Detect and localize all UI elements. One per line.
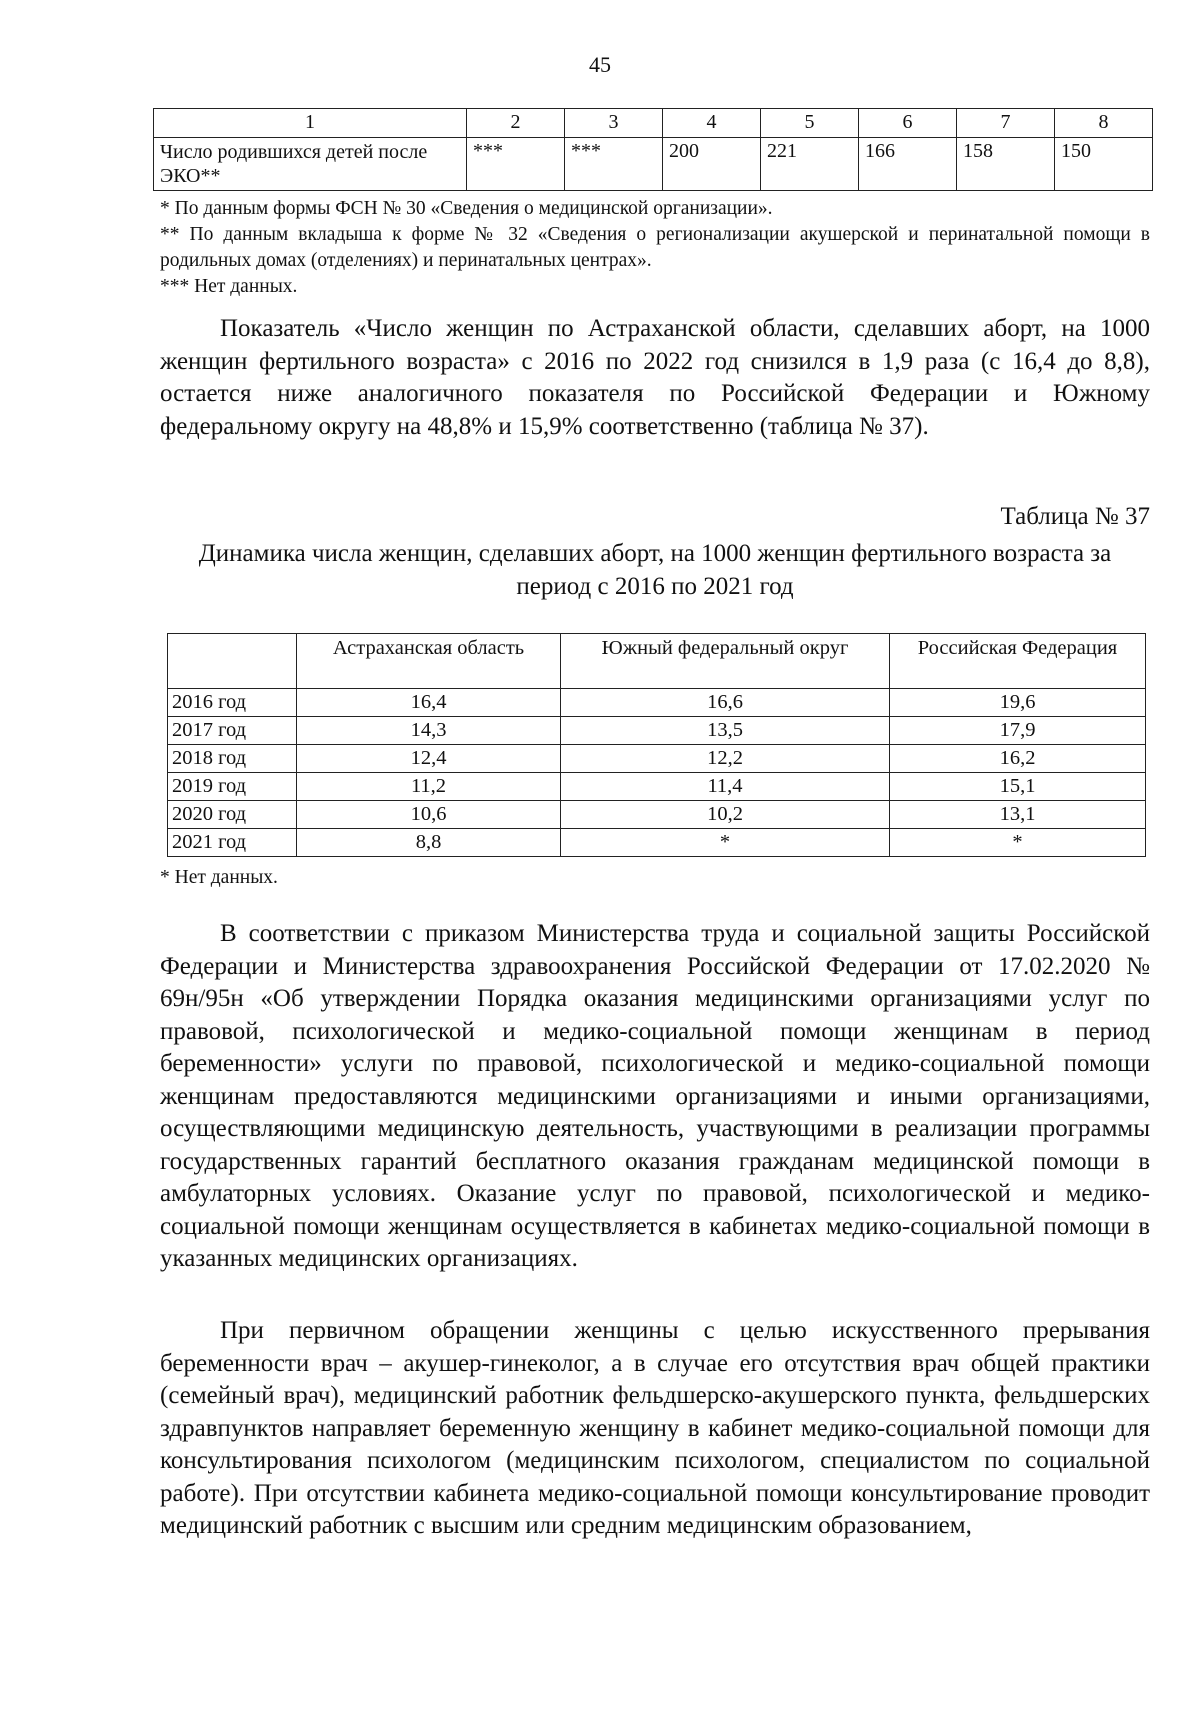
paragraph: При первичном обращении женщины с целью искусственного прерывания беременности врач – акушер-гинеколог, а в случае его отсутствия врач общей практики (семейный врач), медицинский работник фельдшерско-акушерского пункта, фельдшерских здравпунктов направляет беременную женщину в кабинет медико-социальной помощи для консультирования психологом (медицинским психологом, специалистом по социальной работе). При отсутствии кабинета медико-социальной помощи консультирование проводит медицинский работник с высшим или средним медицинским образованием, bbox=[160, 1317, 1150, 1539]
year-cell: 2019 год bbox=[168, 773, 297, 801]
row-label: Число родившихся детей после ЭКО** bbox=[154, 138, 467, 191]
table-cell: *** bbox=[565, 138, 663, 191]
table-cell: * bbox=[561, 829, 890, 857]
year-cell: 2021 год bbox=[168, 829, 297, 857]
table-title: Динамика числа женщин, сделавших аборт, на 1000 женщин фертильного возраста за период с 2016 по 2021 год bbox=[198, 540, 1112, 600]
column-number: 4 bbox=[663, 109, 761, 138]
column-header: Российская Федерация bbox=[890, 634, 1146, 689]
footnote: *** Нет данных. bbox=[160, 276, 298, 297]
table-cell: 10,2 bbox=[561, 801, 890, 829]
table-cell: 166 bbox=[859, 138, 957, 191]
table-cell: 158 bbox=[957, 138, 1055, 191]
paragraph: Показатель «Число женщин по Астраханской области, сделавших аборт, на 1000 женщин фертильного возраста» с 2016 по 2022 год снизился в 1,9 раза (с 16,4 до 8,8), остается ниже аналогичного показателя по Российской Федерации и Южному федеральному округу на 48,8% и 15,9% соответственно (таблица № 37). bbox=[160, 315, 1150, 440]
table-cell: 12,2 bbox=[561, 745, 890, 773]
table-row bbox=[168, 773, 1146, 801]
table-cell: 14,3 bbox=[297, 717, 561, 745]
column-header bbox=[168, 634, 297, 689]
table-cell: 11,4 bbox=[561, 773, 890, 801]
table-cell: * bbox=[890, 829, 1146, 857]
table-row bbox=[168, 689, 1146, 717]
table-cell: 11,2 bbox=[297, 773, 561, 801]
table-label: Таблица № 37 bbox=[1000, 503, 1150, 530]
column-header: Астраханская область bbox=[297, 634, 561, 689]
table-cell: 221 bbox=[761, 138, 859, 191]
table-footnote: * Нет данных. bbox=[160, 867, 278, 888]
table-cell: 16,4 bbox=[297, 689, 561, 717]
footnote: * По данным формы ФСН № 30 «Сведения о медицинской организации». bbox=[160, 198, 773, 219]
table-cell: 12,4 bbox=[297, 745, 561, 773]
table-cell: 8,8 bbox=[297, 829, 561, 857]
year-cell: 2016 год bbox=[168, 689, 297, 717]
table-row bbox=[168, 717, 1146, 745]
column-number: 6 bbox=[859, 109, 957, 138]
table-row bbox=[168, 829, 1146, 857]
table-cell: 17,9 bbox=[890, 717, 1146, 745]
year-cell: 2018 год bbox=[168, 745, 297, 773]
table-cell: *** bbox=[467, 138, 565, 191]
table-cell: 150 bbox=[1055, 138, 1153, 191]
table-cell: 16,2 bbox=[890, 745, 1146, 773]
column-number: 5 bbox=[761, 109, 859, 138]
table-cell: 200 bbox=[663, 138, 761, 191]
table-row bbox=[168, 745, 1146, 773]
table-cell: 19,6 bbox=[890, 689, 1146, 717]
paragraph: В соответствии с приказом Министерства труда и социальной защиты Российской Федерации и Министерства здравоохранения Российской Федерации от 17.02.2020 № 69н/95н «Об утверждении Порядка оказания медицинскими организациями услуг по правовой, психологической и медико-социальной помощи женщинам в период беременности» услуги по правовой, психологической и медико-социальной помощи женщинам предоставляются медицинскими организациями и иными организациями, осуществляющими медицинскую деятельность, участвующими в реализации программы государственных гарантий бесплатного оказания гражданам медицинской помощи в амбулаторных условиях. Оказание услуг по правовой, психологической и медико-социальной помощи женщинам осуществляется в кабинетах медико-социальной помощи в указанных медицинских организациях. bbox=[160, 920, 1150, 1272]
column-number: 8 bbox=[1055, 109, 1153, 138]
column-number: 3 bbox=[565, 109, 663, 138]
column-number: 2 bbox=[467, 109, 565, 138]
table-row bbox=[154, 138, 1153, 191]
column-number: 7 bbox=[957, 109, 1055, 138]
table-cell: 13,5 bbox=[561, 717, 890, 745]
table-header-row bbox=[154, 109, 1153, 138]
year-cell: 2020 год bbox=[168, 801, 297, 829]
table-cell: 10,6 bbox=[297, 801, 561, 829]
page-number: 45 bbox=[589, 52, 611, 77]
column-header: Южный федеральный округ bbox=[561, 634, 890, 689]
table-cell: 16,6 bbox=[561, 689, 890, 717]
footnotes-top bbox=[160, 196, 1150, 300]
table-37 bbox=[167, 633, 1146, 857]
column-number: 1 bbox=[154, 109, 467, 138]
table-cell: 15,1 bbox=[890, 773, 1146, 801]
table-continuation bbox=[153, 108, 1153, 191]
table-row bbox=[168, 801, 1146, 829]
footnote: ** По данным вкладыша к форме № 32 «Сведения о регионализации акушерской и перинатальной помощи в родильных домах (отделениях) и перинатальных центрах». bbox=[160, 224, 1150, 271]
year-cell: 2017 год bbox=[168, 717, 297, 745]
table-cell: 13,1 bbox=[890, 801, 1146, 829]
table-header-row bbox=[168, 634, 1146, 689]
